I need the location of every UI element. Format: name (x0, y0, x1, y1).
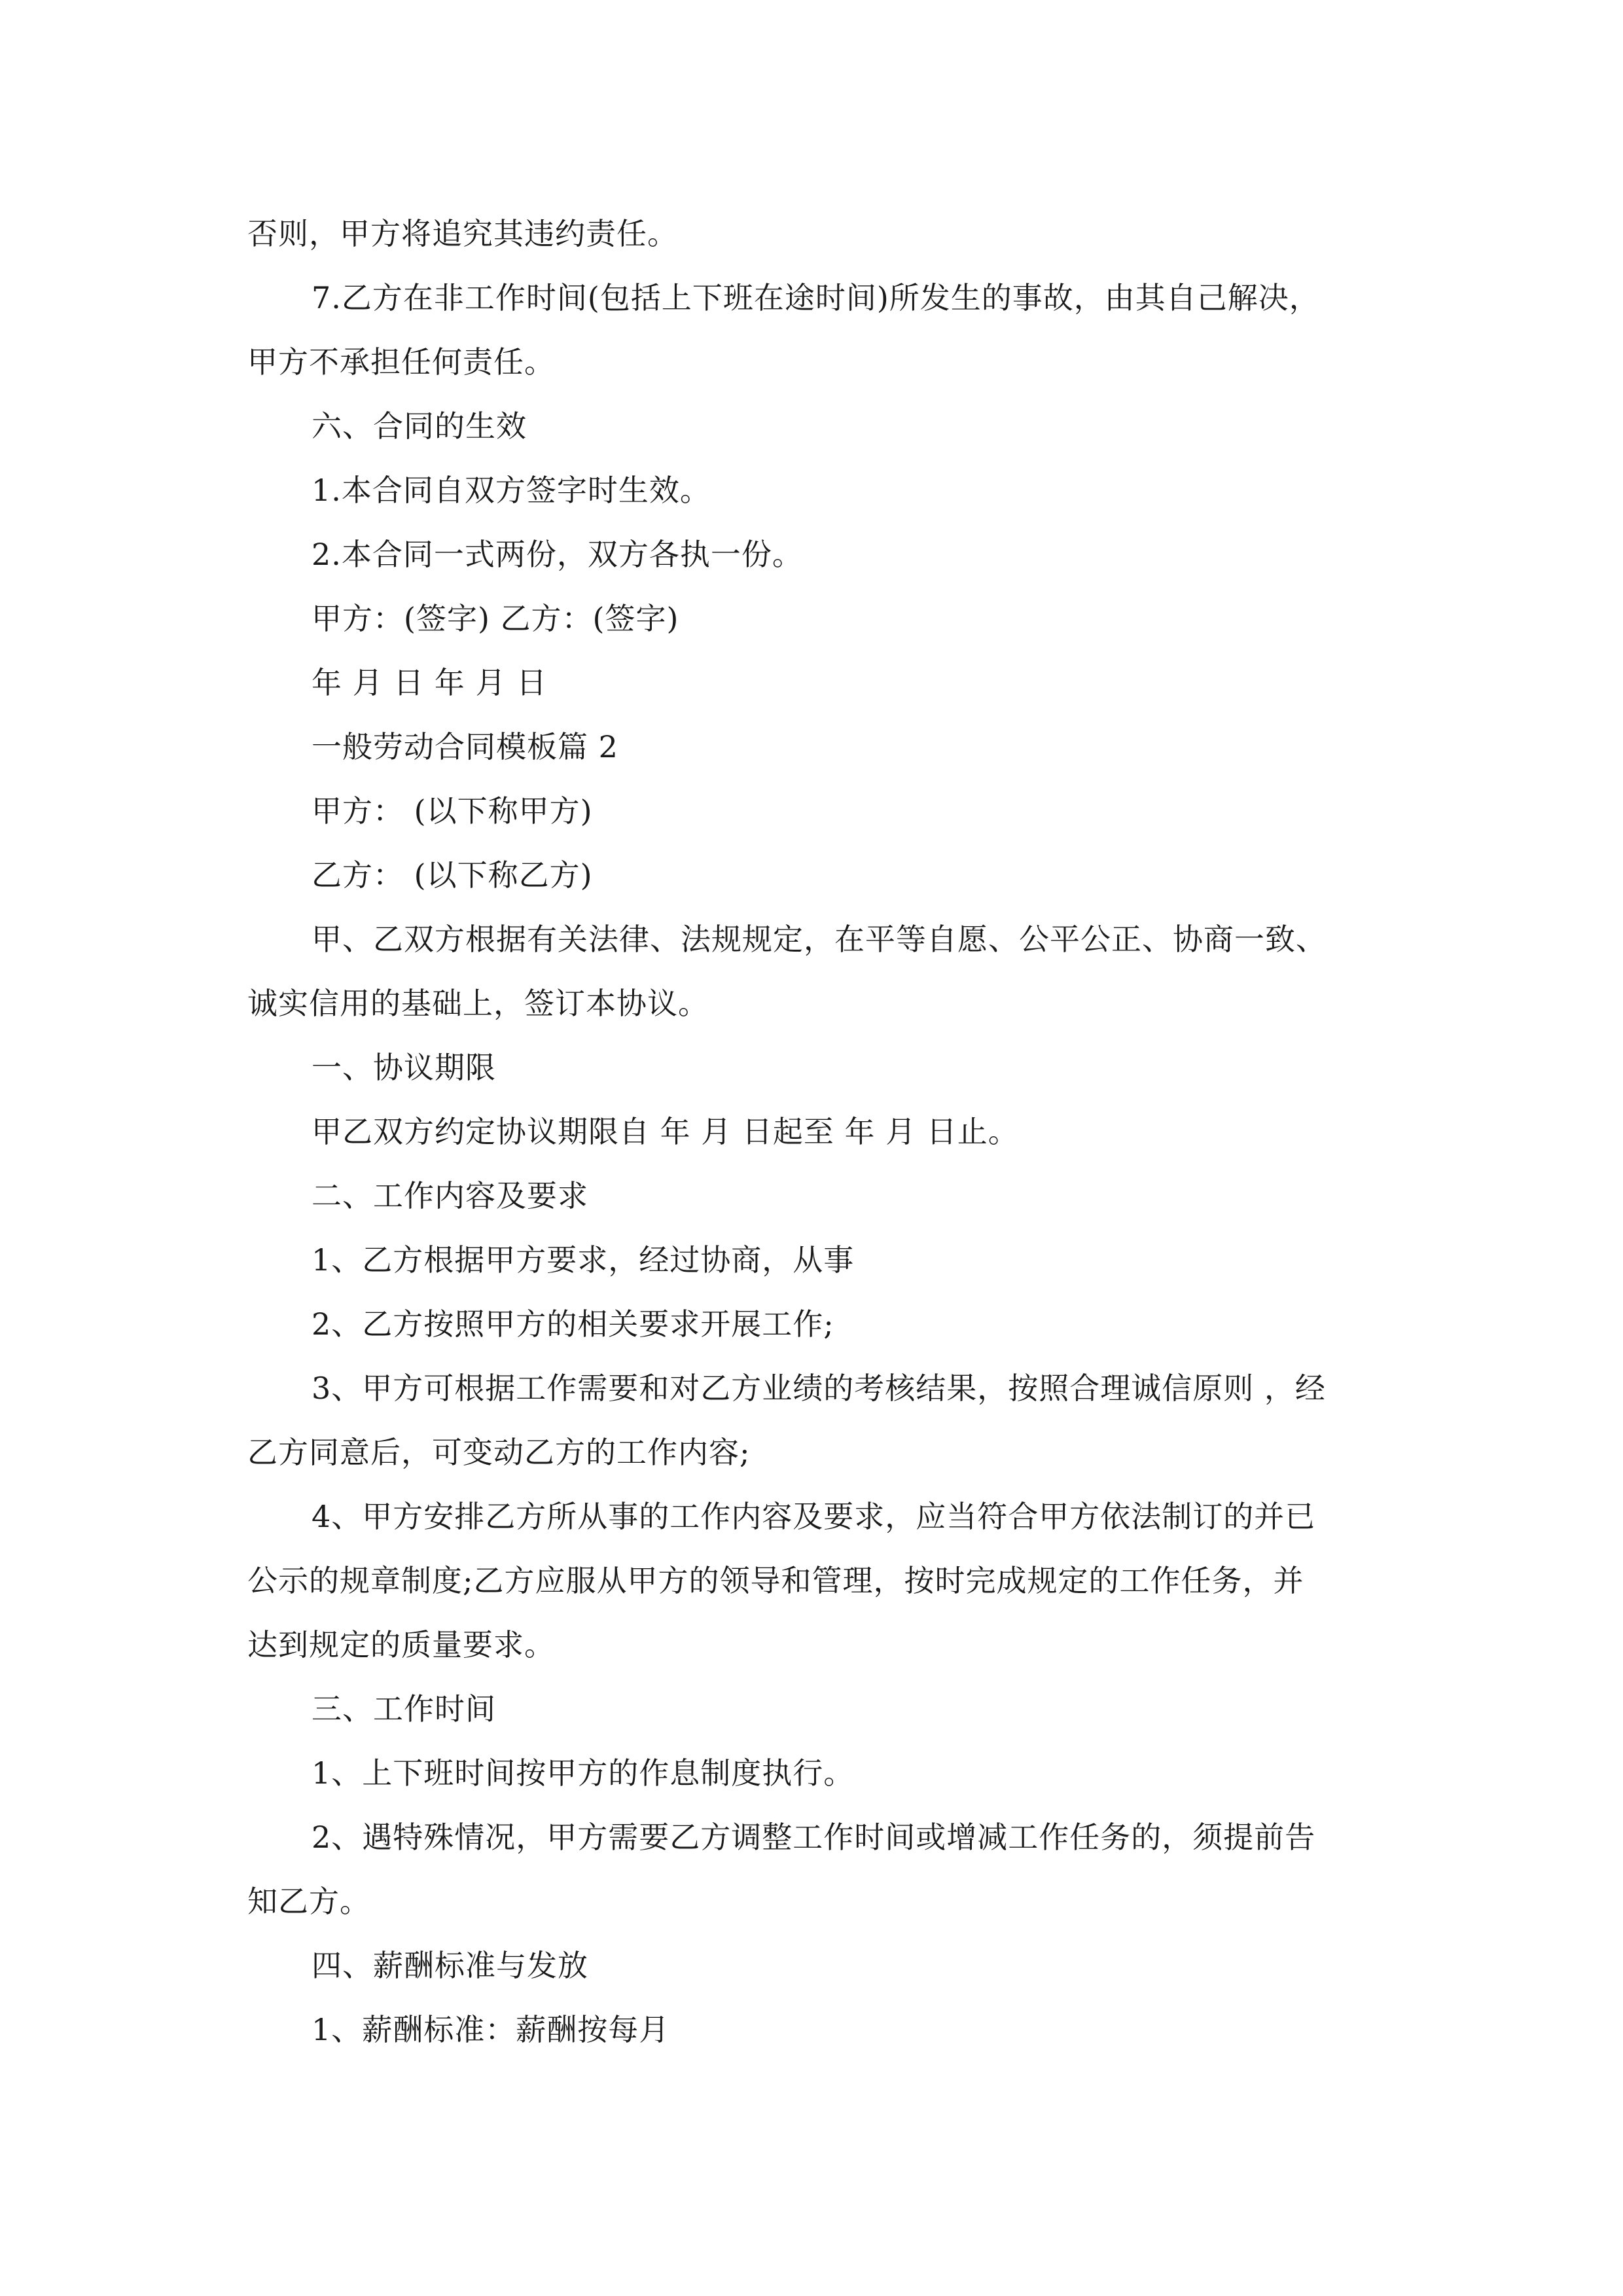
text-line: 甲方不承担任何责任。 (247, 344, 555, 380)
text-line: 诚实信用的基础上，签订本协议。 (247, 986, 709, 1021)
text-line: 否则，甲方将追究其违约责任。 (247, 216, 678, 251)
text-line: 甲方：(签字) 乙方：(签字) (312, 601, 679, 636)
text-line: 六、合同的生效 (312, 408, 527, 444)
text-line: 四、薪酬标准与发放 (312, 1948, 588, 1983)
text-line: 1、乙方根据甲方要求，经过协商，从事 (312, 1242, 855, 1278)
text-line: 知乙方。 (247, 1884, 370, 1919)
text-line: 三、工作时间 (312, 1691, 496, 1727)
text-line: 1.本合同自双方签字时生效。 (312, 473, 711, 508)
document-body (247, 202, 1380, 2062)
text-line: 2、乙方按照甲方的相关要求开展工作; (312, 1306, 834, 1342)
text-line: 二、工作内容及要求 (312, 1178, 588, 1213)
text-line: 2.本合同一式两份，双方各执一份。 (312, 537, 803, 572)
text-line: 7.乙方在非工作时间(包括上下班在途时间)所发生的事故，由其自己解决， (312, 280, 1320, 315)
text-line: 2、遇特殊情况，甲方需要乙方调整工作时间或增减工作任务的，须提前告 (312, 1820, 1316, 1855)
text-line: 甲方： (以下称甲方) (312, 793, 593, 829)
text-line: 公示的规章制度;乙方应服从甲方的领导和管理，按时完成规定的工作任务，并 (247, 1563, 1304, 1598)
text-line: 乙方： (以下称乙方) (312, 857, 593, 893)
text-line: 年 月 日 年 月 日 (312, 665, 548, 700)
text-line: 甲、乙双方根据有关法律、法规规定，在平等自愿、公平公正、协商一致、 (312, 922, 1327, 957)
text-line: 达到规定的质量要求。 (247, 1627, 555, 1662)
text-line: 1、薪酬标准：薪酬按每月 (312, 2012, 670, 2047)
text-line: 4、甲方安排乙方所从事的工作内容及要求，应当符合甲方依法制订的并已 (312, 1499, 1316, 1534)
text-line: 乙方同意后，可变动乙方的工作内容; (247, 1435, 751, 1470)
text-line: 一、协议期限 (312, 1050, 496, 1085)
text-line: 1、上下班时间按甲方的作息制度执行。 (312, 1755, 855, 1791)
text-line: 3、甲方可根据工作需要和对乙方业绩的考核结果，按照合理诚信原则 ，经 (312, 1371, 1326, 1406)
text-line: 甲乙双方约定协议期限自 年 月 日起至 年 月 日止。 (312, 1114, 1019, 1149)
text-line: 一般劳动合同模板篇 2 (312, 729, 618, 764)
